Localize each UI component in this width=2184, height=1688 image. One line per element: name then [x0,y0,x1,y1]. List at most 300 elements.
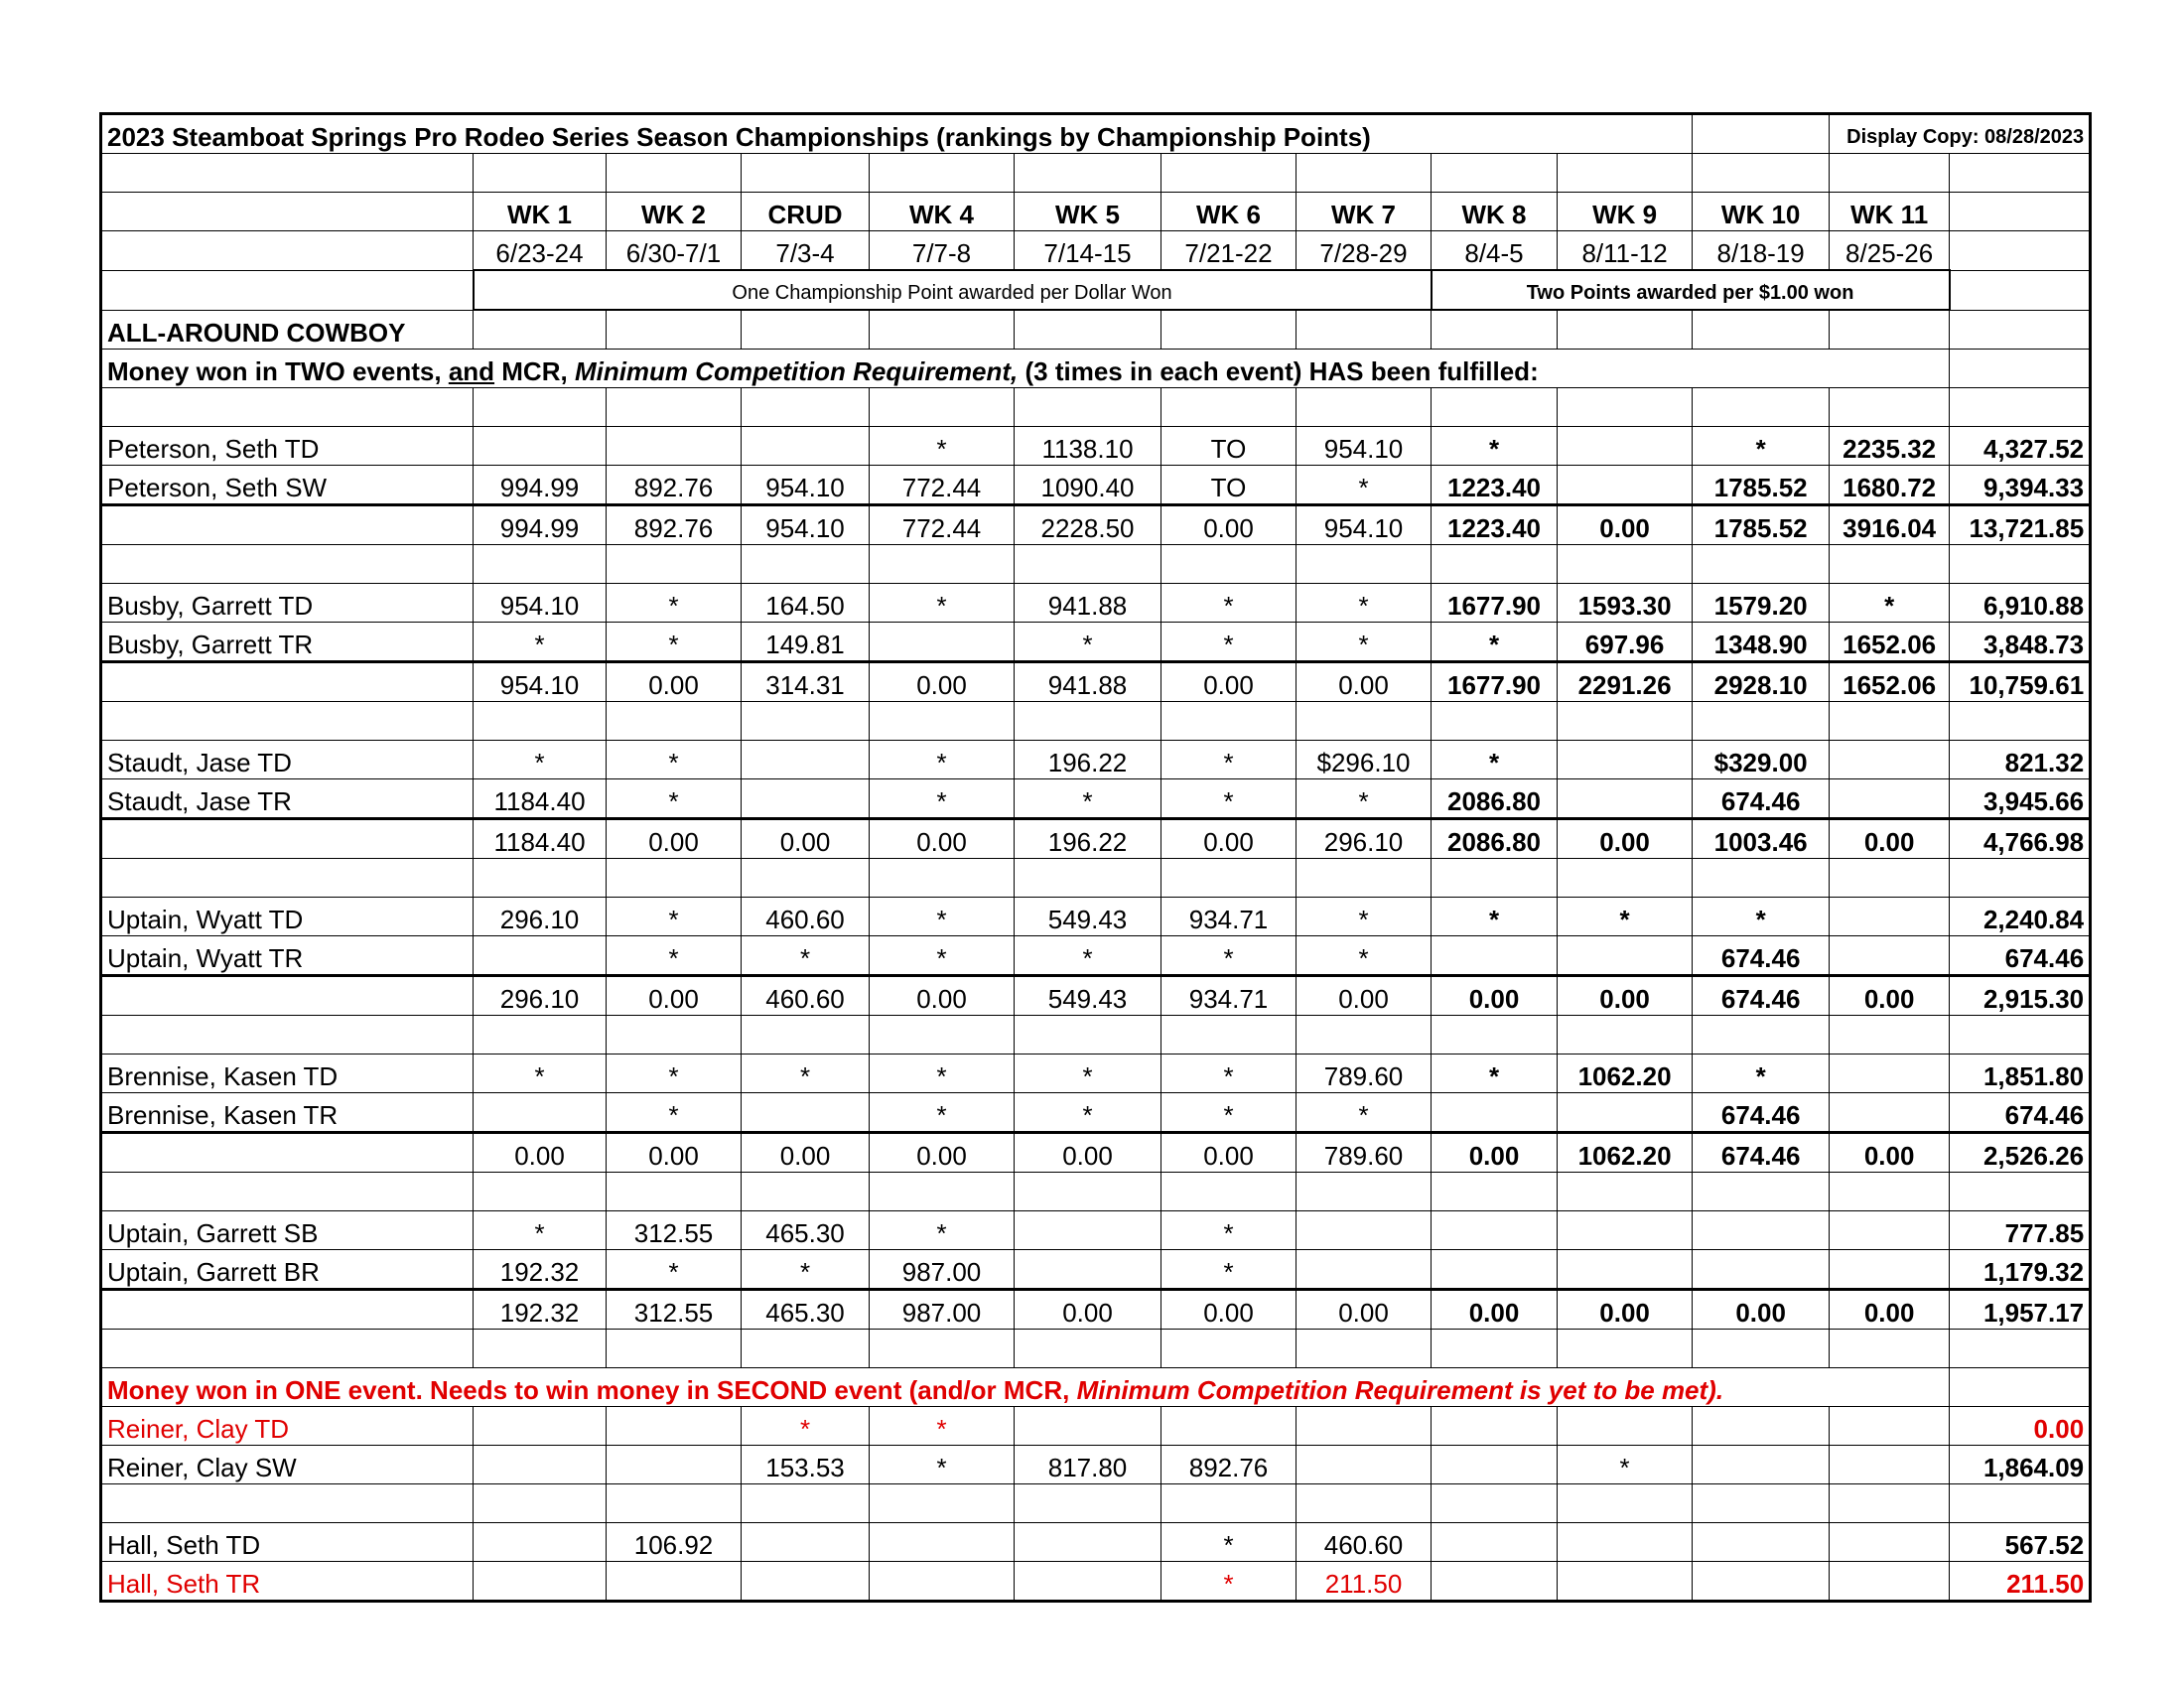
group-sum-row [101,1133,2091,1173]
group-total: 10,759.61 [1950,662,2091,702]
group-total: 2,915.30 [1950,976,2091,1016]
week-value: * [1693,898,1830,936]
empty-cell [474,1016,607,1055]
week-value: * [1161,1093,1297,1133]
section2-description [101,1368,1950,1407]
group-sum-row [101,819,2091,859]
week-value: 153.53 [742,1446,870,1484]
week-value [1693,1562,1830,1602]
empty-cell [1558,1330,1693,1368]
week-value [474,427,607,466]
empty-cell [1830,154,1950,193]
sum-value: 0.00 [607,819,742,859]
sum-value: 954.10 [742,505,870,545]
contestant-name: Brennise, Kasen TR [101,1093,474,1133]
sum-value: 1223.40 [1432,505,1558,545]
sum-value: 1003.46 [1693,819,1830,859]
row-total: 674.46 [1950,936,2091,976]
empty-cell [474,1330,607,1368]
week-value [1015,1211,1161,1250]
week-value [607,1407,742,1446]
section-title-row [101,310,2091,350]
week-value [1830,1250,1950,1290]
empty-cell [1950,1173,2091,1211]
week-value [1297,1250,1432,1290]
sum-value: 1652.06 [1830,662,1950,702]
week-value: * [1558,898,1693,936]
contestant-row [101,466,2091,505]
week-value [1558,1407,1693,1446]
week-value: 994.99 [474,466,607,505]
sum-value: 1062.20 [1558,1133,1693,1173]
empty-cell [1297,154,1432,193]
spacer-row [101,859,2091,898]
empty-cell [1830,859,1950,898]
contestant-name: Hall, Seth TD [101,1523,474,1562]
week-value: * [607,741,742,779]
week-value [742,1523,870,1562]
empty-cell [1161,702,1297,741]
week-value [607,1446,742,1484]
week-value [1558,741,1693,779]
week-value [1830,936,1950,976]
empty-cell [1432,310,1558,350]
sum-value: 1184.40 [474,819,607,859]
standings-sheet [99,112,2089,1603]
contestant-row [101,1562,2091,1602]
contestant-name: Staudt, Jase TR [101,779,474,819]
spacer-row [101,388,2091,427]
week-value [742,779,870,819]
empty-cell [1558,702,1693,741]
week-value [870,1562,1015,1602]
empty-cell [607,1484,742,1523]
week-value: * [870,898,1015,936]
week-value: 892.76 [1161,1446,1297,1484]
row-total: 3,848.73 [1950,623,2091,662]
empty-cell [1432,859,1558,898]
sum-value: 954.10 [1297,505,1432,545]
week-value: * [1015,623,1161,662]
sum-value: 2086.80 [1432,819,1558,859]
sum-value: 674.46 [1693,976,1830,1016]
empty-cell [1830,1016,1950,1055]
empty-cell [870,1173,1015,1211]
sum-value: 1677.90 [1432,662,1558,702]
week-value [742,741,870,779]
empty-cell [870,1016,1015,1055]
week-value: * [870,779,1015,819]
points-note-row [101,270,2091,310]
contestant-name: Uptain, Garrett BR [101,1250,474,1290]
contestant-name: Busby, Garrett TR [101,623,474,662]
empty-cell [1830,545,1950,584]
week-value: 934.71 [1161,898,1297,936]
empty-cell [474,859,607,898]
desc-mcr: Minimum Competition Requirement is yet to be met). [1076,1375,1724,1405]
spacer-row [101,1016,2091,1055]
week-value: * [607,1093,742,1133]
contestant-row [101,1093,2091,1133]
row-total: 1,179.32 [1950,1250,2091,1290]
empty-cell [101,388,474,427]
contestant-row [101,584,2091,623]
sum-value: 994.99 [474,505,607,545]
week-value: 211.50 [1297,1562,1432,1602]
empty-cell [742,388,870,427]
empty-cell [607,545,742,584]
empty-cell [1830,702,1950,741]
contestant-name: Reiner, Clay SW [101,1446,474,1484]
week-value: * [870,1211,1015,1250]
week-value: * [1693,427,1830,466]
desc-text: Money won in ONE event. Needs to win money in SECOND event (and/or MCR, [107,1375,1077,1405]
sum-value: 0.00 [1432,1290,1558,1330]
week-value [1830,1562,1950,1602]
empty-cell [1693,154,1830,193]
empty-cell [1693,545,1830,584]
empty-cell [1297,545,1432,584]
week-value: 1579.20 [1693,584,1830,623]
group-total: 13,721.85 [1950,505,2091,545]
empty-cell [101,545,474,584]
week-dates: 8/4-5 [1432,231,1558,271]
week-dates: 7/14-15 [1015,231,1161,271]
week-value [607,1562,742,1602]
empty-cell [474,702,607,741]
empty-cell [1950,193,2091,231]
week-header: WK 9 [1558,193,1693,231]
empty-cell [1950,350,2091,388]
sum-value: 0.00 [742,1133,870,1173]
empty-cell [1161,859,1297,898]
empty-cell [870,1330,1015,1368]
contestant-name: Staudt, Jase TD [101,741,474,779]
sum-value: 987.00 [870,1290,1015,1330]
week-value [1432,1211,1558,1250]
empty-cell [1693,114,1830,154]
week-value: * [1432,741,1558,779]
week-value [1558,1523,1693,1562]
week-value: 149.81 [742,623,870,662]
week-value [1432,1250,1558,1290]
week-value [742,427,870,466]
sum-value: 0.00 [870,1133,1015,1173]
week-value: 954.10 [474,584,607,623]
contestant-name: Peterson, Seth TD [101,427,474,466]
week-header: WK 6 [1161,193,1297,231]
empty-cell [1950,702,2091,741]
week-value [1432,1093,1558,1133]
week-value: 296.10 [474,898,607,936]
week-value [870,623,1015,662]
week-value [1830,1523,1950,1562]
contestant-row [101,1446,2091,1484]
week-value: * [1161,584,1297,623]
week-dates: 8/25-26 [1830,231,1950,271]
contestant-row [101,741,2091,779]
week-value [1161,1407,1297,1446]
week-value: 987.00 [870,1250,1015,1290]
week-dates: 7/7-8 [870,231,1015,271]
week-header: WK 1 [474,193,607,231]
week-value: * [1015,936,1161,976]
contestant-name: Reiner, Clay TD [101,1407,474,1446]
empty-cell [101,193,474,231]
row-total: 821.32 [1950,741,2091,779]
week-value: * [1693,1055,1830,1093]
week-value: 2235.32 [1830,427,1950,466]
row-total: 1,851.80 [1950,1055,2091,1093]
week-value: * [1432,427,1558,466]
week-value: 1593.30 [1558,584,1693,623]
empty-cell [870,154,1015,193]
group-sum-row [101,662,2091,702]
week-value [1558,936,1693,976]
empty-cell [1558,1173,1693,1211]
group-total: 2,526.26 [1950,1133,2091,1173]
week-value [1558,1250,1693,1290]
sum-value: 0.00 [1830,1290,1950,1330]
week-value [1558,466,1693,505]
empty-cell [1015,310,1161,350]
week-value [1830,898,1950,936]
week-value: * [870,1446,1015,1484]
empty-cell [1558,154,1693,193]
week-value [1297,1446,1432,1484]
empty-cell [742,154,870,193]
empty-cell [1432,1484,1558,1523]
week-value: 1090.40 [1015,466,1161,505]
empty-cell [1015,388,1161,427]
contestant-name: Brennise, Kasen TD [101,1055,474,1093]
empty-cell [101,1173,474,1211]
empty-cell [101,1133,474,1173]
week-value: * [742,1250,870,1290]
contestant-name: Uptain, Garrett SB [101,1211,474,1250]
week-value: * [1558,1446,1693,1484]
week-value: * [1161,1250,1297,1290]
sum-value: 941.88 [1015,662,1161,702]
empty-cell [474,1173,607,1211]
empty-cell [474,1484,607,1523]
week-value [1432,1407,1558,1446]
empty-cell [1950,859,2091,898]
week-value: 1677.90 [1432,584,1558,623]
empty-cell [1297,702,1432,741]
row-total: 777.85 [1950,1211,2091,1250]
week-value: * [474,623,607,662]
week-value [474,1562,607,1602]
row-total: 3,945.66 [1950,779,2091,819]
empty-cell [101,1016,474,1055]
week-header: WK 8 [1432,193,1558,231]
sum-value: 2228.50 [1015,505,1161,545]
week-dates: 8/11-12 [1558,231,1693,271]
week-value [474,936,607,976]
empty-cell [1015,154,1161,193]
week-value: 674.46 [1693,936,1830,976]
sum-value: 0.00 [1161,1290,1297,1330]
week-value: TO [1161,466,1297,505]
empty-cell [1161,1016,1297,1055]
empty-cell [742,310,870,350]
empty-cell [1297,1173,1432,1211]
week-value: * [1432,623,1558,662]
week-value: * [607,584,742,623]
week-value [1558,779,1693,819]
empty-cell [1693,702,1830,741]
empty-cell [1950,1368,2091,1407]
row-total: 0.00 [1950,1407,2091,1446]
week-dates: 6/30-7/1 [607,231,742,271]
empty-cell [1015,1484,1161,1523]
sum-value: 892.76 [607,505,742,545]
sum-value: 0.00 [870,662,1015,702]
empty-cell [101,270,474,310]
week-value [1432,1562,1558,1602]
contestant-row [101,1250,2091,1290]
sum-value: 296.10 [474,976,607,1016]
empty-cell [1297,1016,1432,1055]
empty-cell [1161,388,1297,427]
week-value: * [474,741,607,779]
empty-cell [870,702,1015,741]
week-dates: 7/28-29 [1297,231,1432,271]
empty-cell [1432,545,1558,584]
week-header: WK 5 [1015,193,1161,231]
contestant-row [101,427,2091,466]
empty-cell [870,859,1015,898]
sum-value: 0.00 [1297,976,1432,1016]
week-value: 106.92 [607,1523,742,1562]
spacer-row [101,702,2091,741]
empty-cell [1693,1016,1830,1055]
empty-cell [870,388,1015,427]
week-value: 465.30 [742,1211,870,1250]
empty-cell [1432,388,1558,427]
empty-cell [1161,545,1297,584]
empty-cell [101,1484,474,1523]
sum-value: 0.00 [1015,1290,1161,1330]
week-value [1015,1407,1161,1446]
empty-cell [1015,1016,1161,1055]
sum-value: 0.00 [1830,976,1950,1016]
sum-value: 0.00 [1161,819,1297,859]
week-value: 1348.90 [1693,623,1830,662]
row-total: 1,864.09 [1950,1446,2091,1484]
row-total: 9,394.33 [1950,466,2091,505]
week-value [742,1562,870,1602]
week-dates: 8/18-19 [1693,231,1830,271]
week-value [1015,1250,1161,1290]
week-value: * [1830,584,1950,623]
empty-cell [101,702,474,741]
week-value [1432,1523,1558,1562]
desc-text: (3 times in each event) HAS been fulfilled: [1018,356,1539,386]
date-row [101,231,2091,271]
two-points-note: Two Points awarded per $1.00 won [1432,270,1950,310]
week-value: * [1161,623,1297,662]
contestant-row [101,1523,2091,1562]
row-total: 567.52 [1950,1523,2091,1562]
week-value: 954.10 [742,466,870,505]
empty-cell [1950,388,2091,427]
contestant-row [101,1407,2091,1446]
sum-value: 789.60 [1297,1133,1432,1173]
week-value: 941.88 [1015,584,1161,623]
week-value: * [607,779,742,819]
week-value: * [1297,466,1432,505]
week-value [1830,1446,1950,1484]
week-value: * [1161,741,1297,779]
week-value [1558,1211,1693,1250]
empty-cell [607,1330,742,1368]
week-value: 772.44 [870,466,1015,505]
empty-cell [742,1484,870,1523]
empty-cell [1161,1330,1297,1368]
sum-value: 0.00 [742,819,870,859]
week-value [474,1446,607,1484]
week-value: 196.22 [1015,741,1161,779]
empty-cell [1693,859,1830,898]
week-value: * [1297,584,1432,623]
empty-cell [474,310,607,350]
empty-cell [101,859,474,898]
empty-cell [607,154,742,193]
empty-cell [1297,1330,1432,1368]
empty-cell [1297,1484,1432,1523]
sum-value: 0.00 [607,1133,742,1173]
empty-cell [1558,1016,1693,1055]
contestant-name: Uptain, Wyatt TD [101,898,474,936]
empty-cell [101,154,474,193]
contestant-name: Hall, Seth TR [101,1562,474,1602]
sum-value: 934.71 [1161,976,1297,1016]
empty-cell [1693,310,1830,350]
sum-value: 0.00 [607,976,742,1016]
spacer-row [101,545,2091,584]
sum-value: 0.00 [1558,819,1693,859]
week-value: * [607,898,742,936]
week-value [474,1523,607,1562]
week-value: * [870,1055,1015,1093]
sum-value: 0.00 [607,662,742,702]
week-value [1015,1562,1161,1602]
week-value [1830,1055,1950,1093]
week-value [742,1093,870,1133]
group-sum-row [101,1290,2091,1330]
empty-cell [1161,154,1297,193]
empty-cell [607,859,742,898]
week-value [1693,1250,1830,1290]
group-total: 1,957.17 [1950,1290,2091,1330]
desc-mcr: Minimum Competition Requirement, [574,356,1019,386]
contestant-name: Busby, Garrett TD [101,584,474,623]
week-header: WK 2 [607,193,742,231]
sum-value: 0.00 [1432,976,1558,1016]
empty-cell [607,310,742,350]
sum-value: 0.00 [1558,1290,1693,1330]
week-value [1830,1093,1950,1133]
week-value: * [870,1093,1015,1133]
empty-cell [742,859,870,898]
sum-value: 196.22 [1015,819,1161,859]
sum-value: 314.31 [742,662,870,702]
week-header: WK 4 [870,193,1015,231]
row-total: 2,240.84 [1950,898,2091,936]
week-value: 1652.06 [1830,623,1950,662]
